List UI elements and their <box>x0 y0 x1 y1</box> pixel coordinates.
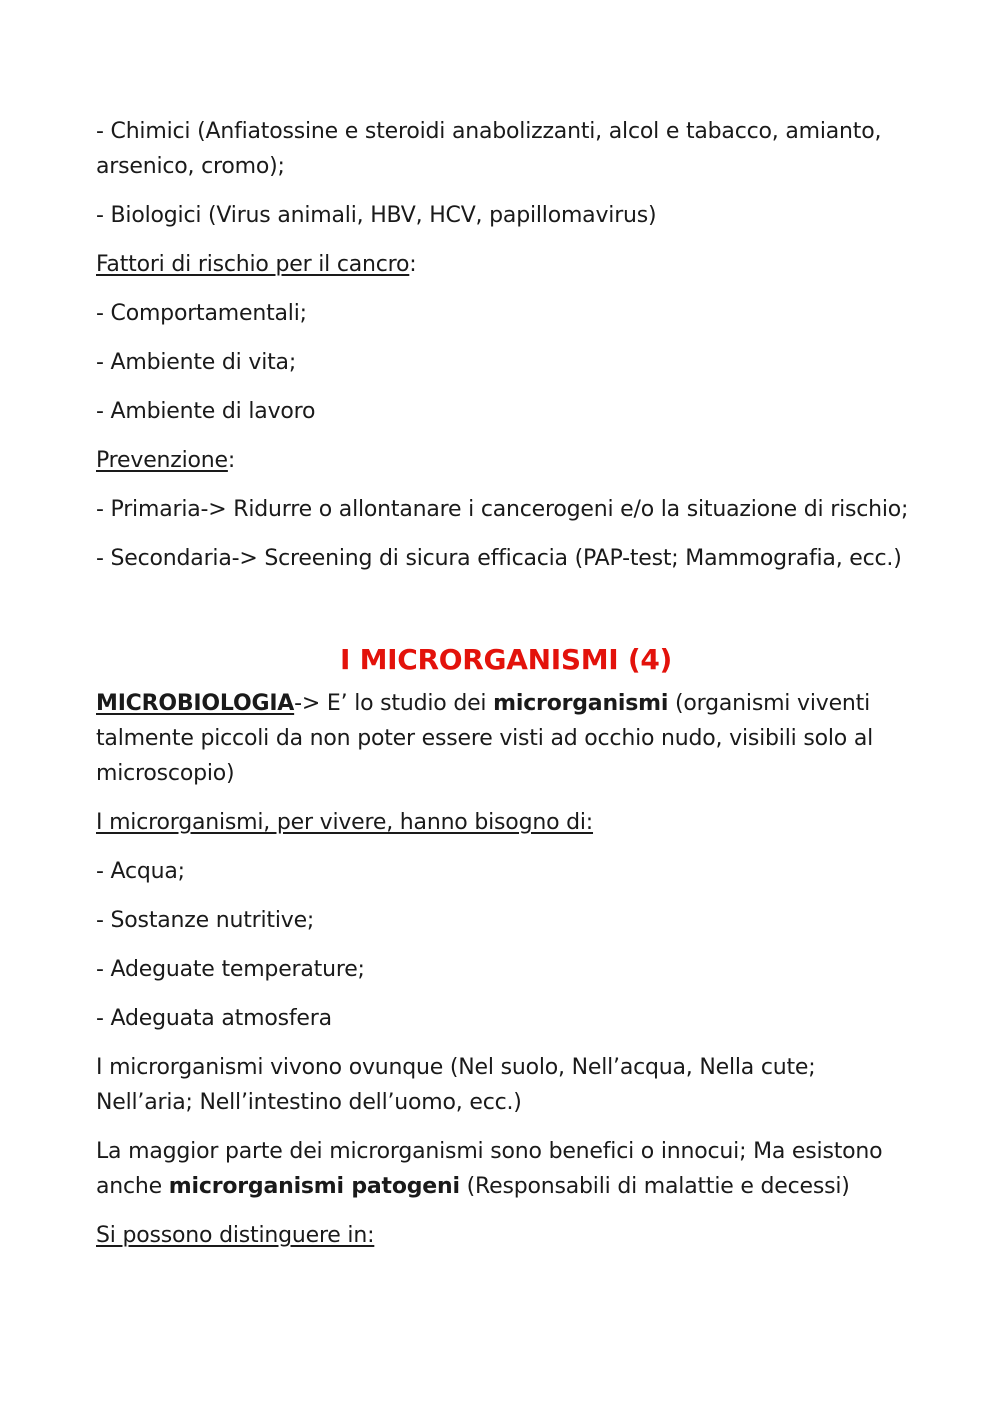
bisogni-item-temperature: - Adeguate temperature; <box>96 957 365 982</box>
microbiologia-term: MICROBIOLOGIA <box>96 691 295 716</box>
ambiente-lavoro-item: - Ambiente di lavoro <box>96 399 316 424</box>
fattori-colon: : <box>409 252 417 277</box>
fattori-rischio-heading <box>96 247 916 282</box>
patogeni-paragraph <box>96 1134 916 1204</box>
microrganismi-bold: microrganismi <box>493 691 669 716</box>
comportamentali-item: - Comportamentali; <box>96 301 307 326</box>
ambiente-vita-item: - Ambiente di vita; <box>96 350 297 375</box>
prevenzione-colon: : <box>227 448 236 473</box>
bisogni-item-atmosfera: - Adeguata atmosfera <box>96 1006 332 1031</box>
distinguere-heading: Si possono distinguere in: <box>96 1223 375 1248</box>
document-page <box>96 114 916 1253</box>
biologici-item: - Biologici (Virus animali, HBV, HCV, papillomavirus) <box>96 203 657 228</box>
patogeni-text1: La maggior parte dei microrganismi sono benefici o innocui; Ma esistono anche <box>96 1139 883 1199</box>
prevenzione-heading <box>96 443 916 478</box>
chimici-item: - Chimici (Anfiatossine e steroidi anabolizzanti, alcol e tabacco, amianto, arsenico, cromo); <box>96 119 882 179</box>
microbiologia-text2: (organismi viventi talmente piccoli da non poter essere visti ad occhio nudo, visibili solo al microscopio) <box>96 691 874 786</box>
bisogni-item-sostanze: - Sostanze nutritive; <box>96 908 315 933</box>
patogeni-text2: (Responsabili di malattie e decessi) <box>459 1174 850 1199</box>
prevenzione-label: Prevenzione <box>96 448 228 473</box>
bisogni-heading: I microrganismi, per vivere, hanno bisogno di: <box>96 810 594 835</box>
bisogni-item-acqua: - Acqua; <box>96 859 185 884</box>
patogeni-bold: microrganismi patogeni <box>168 1174 460 1199</box>
fattori-rischio-label: Fattori di rischio per il cancro <box>96 252 410 277</box>
microbiologia-paragraph <box>96 686 916 791</box>
microbiologia-text1: -> E’ lo studio dei <box>294 691 494 716</box>
secondaria-item: - Secondaria-> Screening di sicura efficacia (PAP-test; Mammografia, ecc.) <box>96 546 902 571</box>
ovunque-paragraph: I microrganismi vivono ovunque (Nel suolo, Nell’acqua, Nella cute; Nell’aria; Nell’intestino dell’uomo, ecc.) <box>96 1055 816 1115</box>
primaria-item: - Primaria-> Ridurre o allontanare i cancerogeni e/o la situazione di rischio; <box>96 497 909 522</box>
section-title: I MICRORGANISMI (4) <box>340 643 672 676</box>
